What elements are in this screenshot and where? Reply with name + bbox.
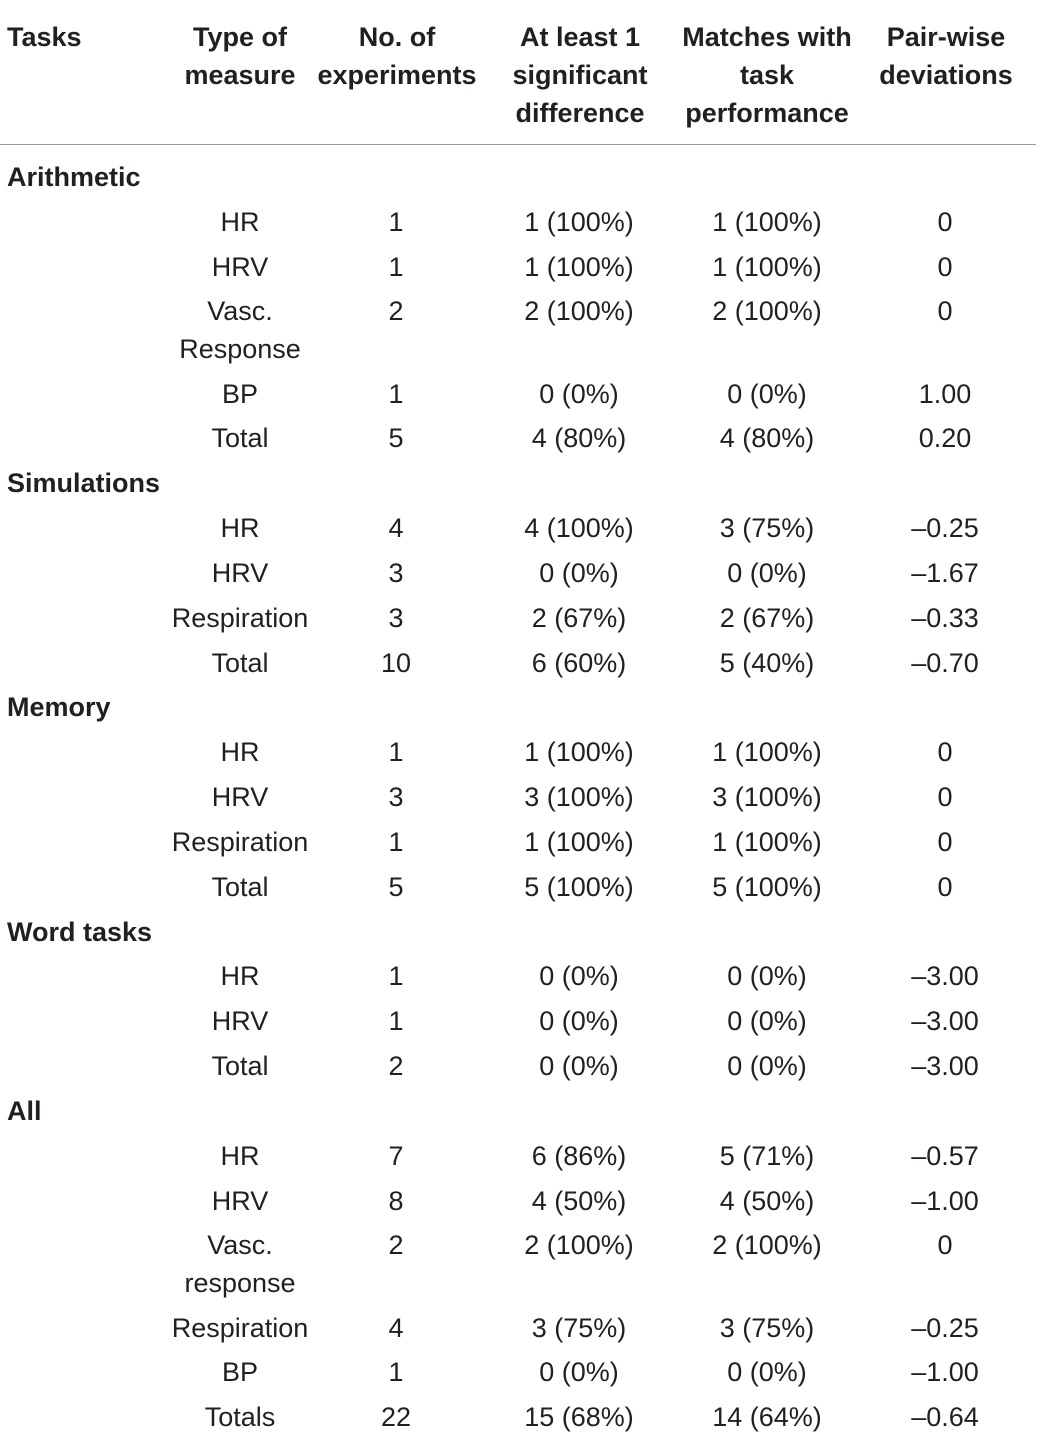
deviation-cell: 0: [937, 207, 953, 237]
measure-cell: Vasc. Response: [179, 296, 301, 364]
measure-cell: HRV: [211, 1006, 269, 1036]
measure-cell: BP: [221, 379, 259, 409]
experiments-cell: 3: [388, 603, 404, 633]
experiments-cell: 7: [388, 1141, 404, 1171]
header-type-of-measure: Type of measure: [184, 22, 296, 90]
measure-cell: Totals: [204, 1402, 276, 1432]
header-matches-task-performance: Matches with task performance: [682, 22, 852, 128]
experiments-cell: 1: [388, 379, 404, 409]
deviation-cell: 0: [937, 252, 953, 282]
deviation-cell: –1.00: [911, 1357, 979, 1387]
significant-difference-cell: 6 (60%): [531, 648, 627, 678]
deviation-cell: –1.67: [911, 558, 979, 588]
deviation-cell: 0: [937, 737, 953, 767]
measure-cell: BP: [221, 1357, 259, 1387]
experiments-cell: 10: [380, 648, 412, 678]
deviation-cell: –0.64: [911, 1402, 979, 1432]
matches-cell: 14 (64%): [712, 1402, 822, 1432]
measure-cell: Respiration: [171, 1313, 309, 1343]
experiments-cell: 8: [388, 1186, 404, 1216]
matches-cell: 1 (100%): [712, 737, 822, 767]
matches-cell: 3 (100%): [712, 782, 822, 812]
measure-cell: HR: [220, 513, 260, 543]
significant-difference-cell: 4 (100%): [524, 513, 634, 543]
experiments-cell: 3: [388, 558, 404, 588]
measure-cell: HR: [220, 1141, 260, 1171]
matches-cell: 1 (100%): [712, 207, 822, 237]
significant-difference-cell: 4 (80%): [531, 423, 627, 453]
matches-cell: 0 (0%): [727, 558, 807, 588]
measure-cell: HR: [220, 961, 260, 991]
header-at-least-1-significant: At least 1 significant difference: [512, 22, 648, 128]
deviation-cell: 0: [937, 296, 953, 326]
deviation-cell: 0: [937, 1230, 953, 1260]
deviation-cell: –0.25: [911, 1313, 979, 1343]
deviation-cell: 0: [937, 872, 953, 902]
group-label: Word tasks: [7, 917, 153, 947]
matches-cell: 0 (0%): [727, 379, 807, 409]
experiments-cell: 3: [388, 782, 404, 812]
header-rule: [0, 144, 1036, 145]
significant-difference-cell: 1 (100%): [524, 252, 634, 282]
significant-difference-cell: 0 (0%): [539, 1006, 619, 1036]
matches-cell: 0 (0%): [727, 961, 807, 991]
deviation-cell: 0: [937, 827, 953, 857]
experiments-cell: 2: [388, 296, 404, 326]
group-label: Memory: [7, 692, 111, 722]
header-tasks: Tasks: [7, 22, 82, 52]
significant-difference-cell: 3 (100%): [524, 782, 634, 812]
deviation-cell: –3.00: [911, 961, 979, 991]
matches-cell: 2 (100%): [712, 296, 822, 326]
significant-difference-cell: 5 (100%): [524, 872, 634, 902]
significant-difference-cell: 0 (0%): [539, 379, 619, 409]
deviation-cell: 0.20: [918, 423, 972, 453]
matches-cell: 4 (50%): [719, 1186, 815, 1216]
matches-cell: 1 (100%): [712, 252, 822, 282]
deviation-cell: –0.33: [911, 603, 979, 633]
group-label: Simulations: [7, 468, 161, 498]
matches-cell: 3 (75%): [719, 513, 815, 543]
measure-cell: HRV: [211, 558, 269, 588]
significant-difference-cell: 15 (68%): [524, 1402, 634, 1432]
measure-cell: HRV: [211, 252, 269, 282]
matches-cell: 3 (75%): [719, 1313, 815, 1343]
measure-cell: Total: [211, 1051, 269, 1081]
significant-difference-cell: 1 (100%): [524, 207, 634, 237]
matches-cell: 0 (0%): [727, 1357, 807, 1387]
significant-difference-cell: 6 (86%): [531, 1141, 627, 1171]
experiments-cell: 4: [388, 513, 404, 543]
measure-cell: HRV: [211, 1186, 269, 1216]
experiments-cell: 1: [388, 252, 404, 282]
experiments-cell: 5: [388, 872, 404, 902]
experiments-cell: 4: [388, 1313, 404, 1343]
matches-cell: 2 (100%): [712, 1230, 822, 1260]
deviation-cell: –0.25: [911, 513, 979, 543]
matches-cell: 5 (40%): [719, 648, 815, 678]
header-pairwise-deviations: Pair-wise deviations: [879, 22, 1013, 90]
matches-cell: 2 (67%): [719, 603, 815, 633]
matches-cell: 0 (0%): [727, 1051, 807, 1081]
measure-cell: Total: [211, 872, 269, 902]
experiments-cell: 2: [388, 1051, 404, 1081]
experiments-cell: 5: [388, 423, 404, 453]
deviation-cell: –1.00: [911, 1186, 979, 1216]
experiments-cell: 1: [388, 1006, 404, 1036]
experiments-cell: 22: [380, 1402, 412, 1432]
deviation-cell: –0.70: [911, 648, 979, 678]
deviation-cell: 0: [937, 782, 953, 812]
significant-difference-cell: 1 (100%): [524, 737, 634, 767]
measure-cell: HR: [220, 207, 260, 237]
deviation-cell: –0.57: [911, 1141, 979, 1171]
matches-cell: 1 (100%): [712, 827, 822, 857]
matches-cell: 4 (80%): [719, 423, 815, 453]
significant-difference-cell: 2 (67%): [531, 603, 627, 633]
deviation-cell: –3.00: [911, 1051, 979, 1081]
significant-difference-cell: 0 (0%): [539, 558, 619, 588]
deviation-cell: 1.00: [918, 379, 972, 409]
measure-cell: Total: [211, 648, 269, 678]
significant-difference-cell: 2 (100%): [524, 296, 634, 326]
significant-difference-cell: 1 (100%): [524, 827, 634, 857]
significant-difference-cell: 3 (75%): [531, 1313, 627, 1343]
measure-cell: Respiration: [171, 827, 309, 857]
header-no-of-experiments: No. of experiments: [317, 22, 477, 90]
measure-cell: Vasc. response: [184, 1230, 296, 1298]
deviation-cell: –3.00: [911, 1006, 979, 1036]
experiments-cell: 2: [388, 1230, 404, 1260]
significant-difference-cell: 0 (0%): [539, 1051, 619, 1081]
group-label: Arithmetic: [7, 162, 141, 192]
measure-cell: HRV: [211, 782, 269, 812]
measure-cell: Total: [211, 423, 269, 453]
measure-cell: Respiration: [171, 603, 309, 633]
significant-difference-cell: 4 (50%): [531, 1186, 627, 1216]
experiments-cell: 1: [388, 961, 404, 991]
significant-difference-cell: 0 (0%): [539, 961, 619, 991]
experiments-cell: 1: [388, 827, 404, 857]
significant-difference-cell: 2 (100%): [524, 1230, 634, 1260]
experiments-cell: 1: [388, 207, 404, 237]
group-label: All: [7, 1096, 42, 1126]
experiments-cell: 1: [388, 1357, 404, 1387]
significant-difference-cell: 0 (0%): [539, 1357, 619, 1387]
matches-cell: 5 (100%): [712, 872, 822, 902]
experiments-cell: 1: [388, 737, 404, 767]
matches-cell: 5 (71%): [719, 1141, 815, 1171]
measure-cell: HR: [220, 737, 260, 767]
matches-cell: 0 (0%): [727, 1006, 807, 1036]
